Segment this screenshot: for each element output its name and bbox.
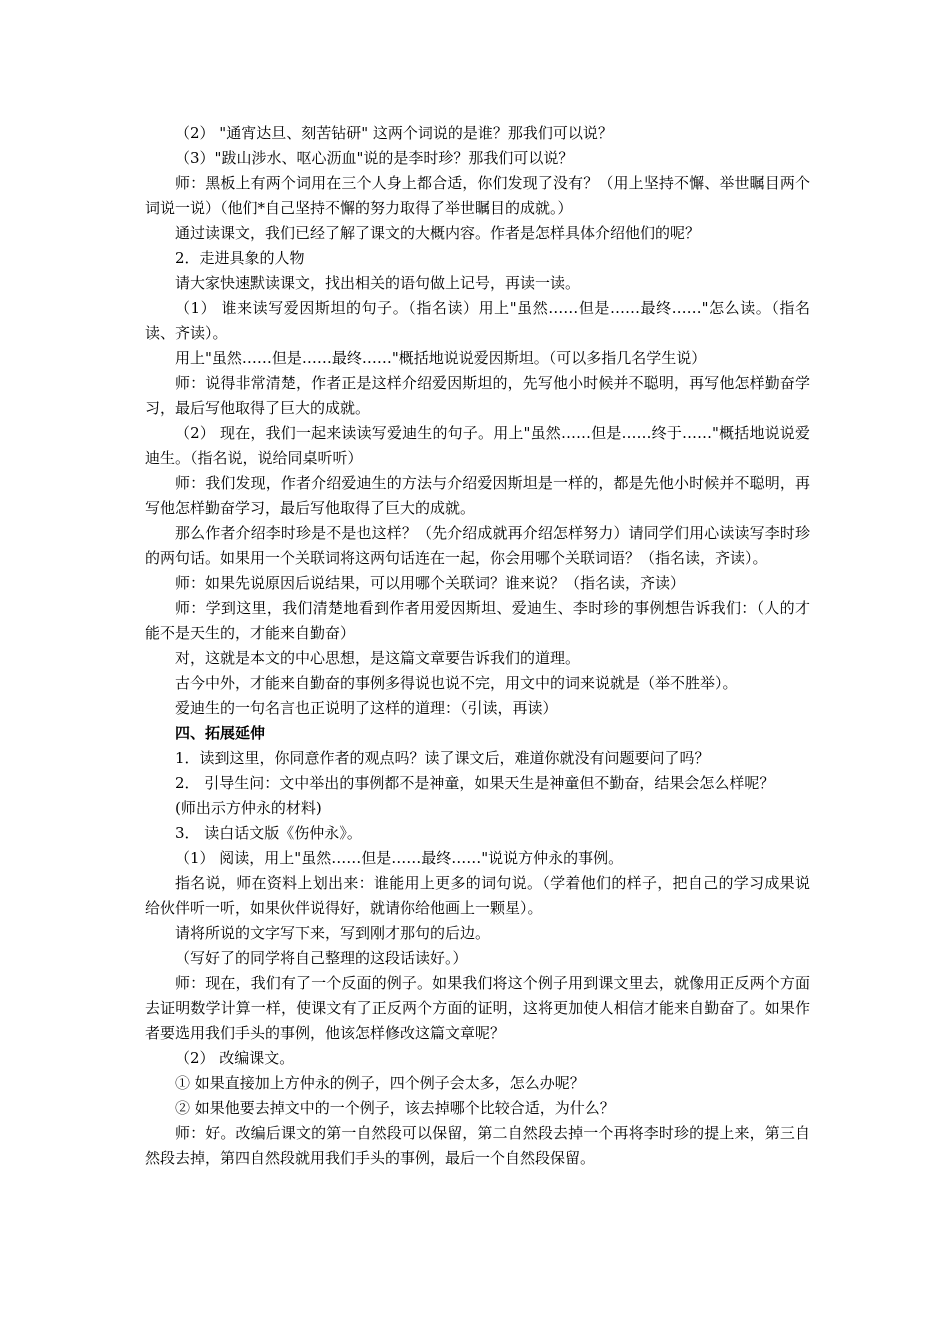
paragraph: 那么作者介绍李时珍是不是也这样？（先介绍成就再介绍怎样努力）请同学们用心读读写李时珍的两句话。如果用一个关联词将这两句话连在一起，你会用哪个关联词语？（指名读，齐读）。 (145, 524, 810, 567)
paragraph: 师：如果先说原因后说结果，可以用哪个关联词？谁来说？（指名读，齐读） (175, 574, 686, 592)
paragraph: （2） "通宵达旦、刻苦钻研" 这两个词说的是谁？那我们可以说？ (175, 124, 613, 142)
paragraph: 古今中外，才能来自勤奋的事例多得说也说不完，用文中的词来说就是（举不胜举）。 (175, 674, 738, 692)
paragraph: 对，这就是本文的中心思想，是这篇文章要告诉我们的道理。 (175, 649, 581, 667)
paragraph: 指名说，师在资料上划出来：谁能用上更多的词句说。（学着他们的样子，把自己的学习成果说给伙伴听一听，如果伙伴说得好，就请你给他画上一颗星）。 (145, 874, 810, 917)
paragraph: （2） 现在，我们一起来读读写爱迪生的句子。用上"虽然……但是……终于……"概括地说说爱迪生。（指名说，说给同桌听听） (145, 424, 810, 467)
paragraph: (师出示方仲永的材料) (175, 799, 322, 817)
paragraph: ② 如果他要去掉文中的一个例子，该去掉哪个比较合适，为什么？ (175, 1099, 615, 1117)
paragraph: 2． 引导生问：文中举出的事例都不是神童，如果天生是神童但不勤奋，结果会怎么样呢？ (175, 774, 775, 792)
paragraph: 3． 读白话文版《伤仲永》。 (175, 824, 362, 842)
paragraph: 师：说得非常清楚，作者正是这样介绍爱因斯坦的，先写他小时候并不聪明，再写他怎样勤奋学习，最后写他取得了巨大的成就。 (145, 374, 810, 417)
paragraph: 请大家快速默读课文，找出相关的语句做上记号，再读一读。 (175, 274, 581, 292)
paragraph: 请将所说的文字写下来，写到刚才那句的后边。 (175, 924, 491, 942)
paragraph: （写好了的同学将自己整理的这段话读好。） (175, 949, 468, 967)
paragraph: （2） 改编课文。 (175, 1049, 295, 1067)
paragraph: （1） 谁来读写爱因斯坦的句子。（指名读）用上"虽然……但是……最终……"怎么读。（指名读、齐读）。 (145, 299, 810, 342)
paragraph: （3）"跋山涉水、呕心沥血"说的是李时珍？那我们可以说？ (175, 149, 574, 167)
section-heading: 四、拓展延伸 (175, 724, 266, 742)
paragraph: 爱迪生的一句名言也正说明了这样的道理：（引读，再读） (175, 699, 558, 717)
paragraph: 2．走进具象的人物 (175, 249, 305, 267)
paragraph: （1） 阅读，用上"虽然……但是……最终……"说说方仲永的事例。 (175, 849, 624, 867)
paragraph: 师：现在，我们有了一个反面的例子。如果我们将这个例子用到课文里去，就像用正反两个方面去证明数学计算一样，使课文有了正反两个方面的证明，这将更加使人相信才能来自勤奋了。如果作者要选用我们手头的事例，他该怎样修改这篇文章呢？ (145, 974, 810, 1042)
paragraph: 师：学到这里，我们清楚地看到作者用爱因斯坦、爱迪生、李时珍的事例想告诉我们：（人的才能不是天生的，才能来自勤奋） (145, 599, 810, 642)
document-body (145, 121, 810, 1171)
paragraph: 师：好。改编后课文的第一自然段可以保留，第二自然段去掉一个再将李时珍的提上来，第三自然段去掉，第四自然段就用我们手头的事例，最后一个自然段保留。 (145, 1124, 810, 1167)
paragraph: 1．读到这里，你同意作者的观点吗？读了课文后，难道你就没有问题要问了吗？ (175, 749, 710, 767)
paragraph: ① 如果直接加上方仲永的例子，四个例子会太多，怎么办呢？ (175, 1074, 585, 1092)
paragraph: 师：我们发现，作者介绍爱迪生的方法与介绍爱因斯坦是一样的，都是先他小时候并不聪明，再写他怎样勤奋学习，最后写他取得了巨大的成就。 (145, 474, 810, 517)
paragraph: 师：黑板上有两个词用在三个人身上都合适，你们发现了没有？（用上坚持不懈、举世瞩目两个词说一说）（他们*自己坚持不懈的努力取得了举世瞩目的成就。） (145, 174, 810, 217)
paragraph: 通过读课文，我们已经了解了课文的大概内容。作者是怎样具体介绍他们的呢？ (175, 224, 701, 242)
paragraph: 用上"虽然……但是……最终……"概括地说说爱因斯坦。（可以多指几名学生说） (175, 349, 707, 367)
